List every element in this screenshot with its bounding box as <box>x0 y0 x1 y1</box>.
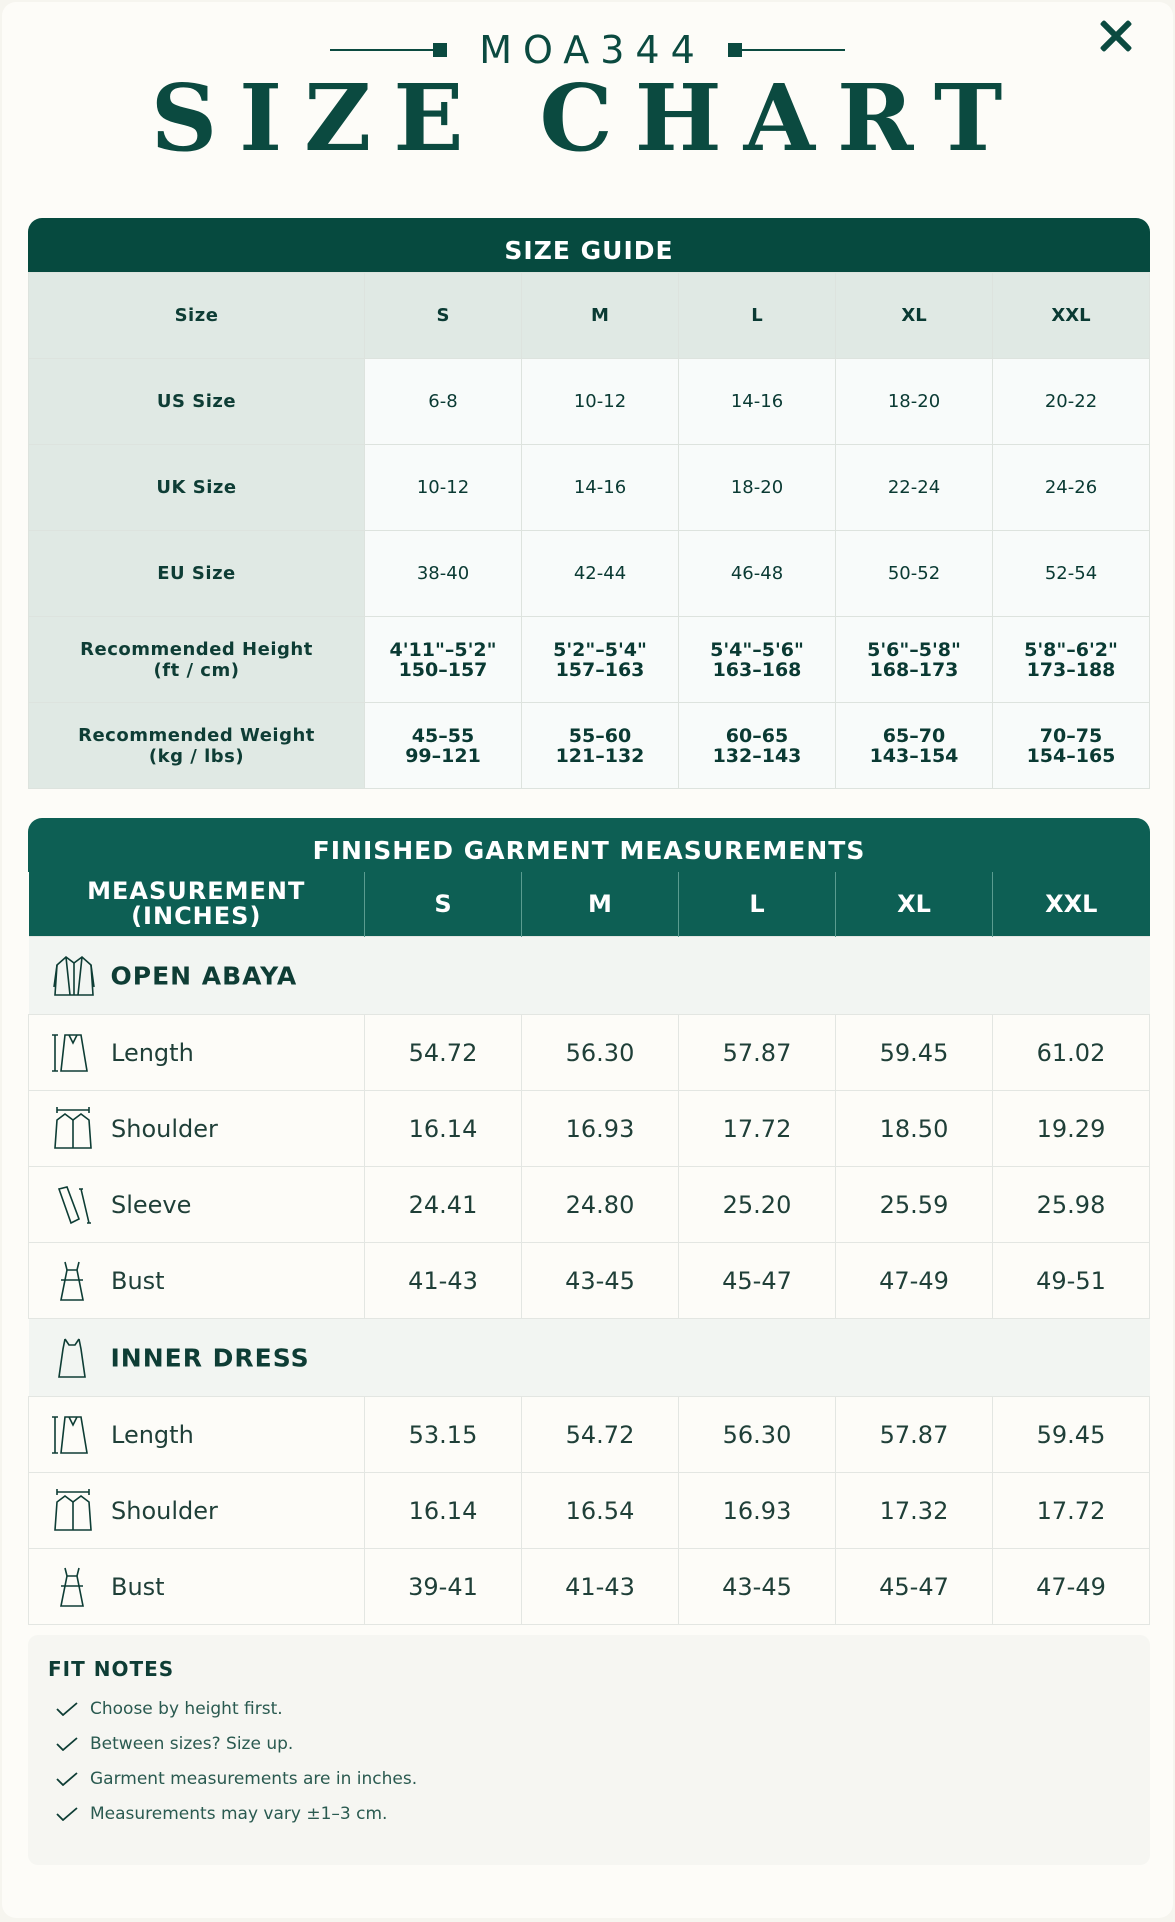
header-sublabel: (INCHES) <box>131 902 262 930</box>
table-row <box>29 1091 1150 1167</box>
table-cell: 56.30 <box>522 1015 679 1091</box>
table-cell: 43-45 <box>522 1243 679 1319</box>
table-cell: 54.72 <box>365 1015 522 1091</box>
cell-value: 150–157 <box>398 658 488 681</box>
size-guide-banner: SIZE GUIDE <box>28 218 1150 272</box>
table-cell: 17.32 <box>836 1473 993 1549</box>
table-cell: 52-54 <box>993 531 1150 617</box>
note-text: Choose by height first. <box>90 1699 283 1719</box>
table-cell: 25.59 <box>836 1167 993 1243</box>
cell-value: 45–55 <box>411 724 475 747</box>
cell-value: 5'2"–5'4" <box>553 638 647 661</box>
table-cell <box>365 703 522 789</box>
size-guide-section <box>28 218 1150 789</box>
table-cell: 18-20 <box>836 359 993 445</box>
table-cell: 49-51 <box>993 1243 1150 1319</box>
table-cell: 10-12 <box>522 359 679 445</box>
cell-value: 5'6"–5'8" <box>867 638 961 661</box>
cell-value: 99–121 <box>405 744 481 767</box>
length-icon <box>51 1413 111 1457</box>
note-text: Garment measurements are in inches. <box>90 1769 418 1789</box>
row-label-text: Bust <box>111 1266 165 1295</box>
row-label <box>29 1549 365 1625</box>
table-header-cell: S <box>365 872 522 937</box>
table-cell: 57.87 <box>679 1015 836 1091</box>
cell-value: 5'4"–5'6" <box>710 638 804 661</box>
cell-value: 168–173 <box>869 658 959 681</box>
check-icon <box>56 1807 78 1821</box>
row-label-text: Length <box>111 1420 194 1449</box>
check-icon <box>56 1737 78 1751</box>
fit-notes <box>28 1635 1150 1865</box>
group-row-open-abaya <box>29 937 1150 1015</box>
table-row <box>29 1167 1150 1243</box>
table-cell <box>679 617 836 703</box>
row-label <box>29 1167 365 1243</box>
page-title: SIZE CHART <box>150 64 1025 172</box>
garment-table <box>28 872 1150 1625</box>
table-cell: 17.72 <box>993 1473 1150 1549</box>
row-label-text: Sleeve <box>111 1190 192 1219</box>
table-cell: 41-43 <box>522 1549 679 1625</box>
table-cell: 24.41 <box>365 1167 522 1243</box>
sleeve-icon <box>51 1183 111 1227</box>
cell-value: 5'8"–6'2" <box>1024 638 1118 661</box>
table-cell: 46-48 <box>679 531 836 617</box>
row-label: EU Size <box>29 531 365 617</box>
table-cell: 14-16 <box>522 445 679 531</box>
row-sublabel: (ft / cm) <box>153 659 240 681</box>
group-header <box>29 937 1150 1015</box>
row-label-text: Shoulder <box>111 1496 218 1525</box>
table-row <box>29 1243 1150 1319</box>
table-cell: 22-24 <box>836 445 993 531</box>
row-label <box>29 1397 365 1473</box>
cell-value: 173–188 <box>1026 658 1116 681</box>
row-label <box>29 617 365 703</box>
table-row <box>29 1473 1150 1549</box>
note-text: Between sizes? Size up. <box>90 1734 294 1754</box>
table-cell: 16.93 <box>522 1091 679 1167</box>
table-cell: 18.50 <box>836 1091 993 1167</box>
table-header-cell: L <box>679 872 836 937</box>
check-icon <box>56 1772 78 1786</box>
table-cell <box>522 617 679 703</box>
table-header-cell: XL <box>836 872 993 937</box>
table-row <box>29 703 1150 789</box>
table-cell: 25.20 <box>679 1167 836 1243</box>
table-cell: 43-45 <box>679 1549 836 1625</box>
check-icon <box>56 1702 78 1716</box>
table-row <box>29 617 1150 703</box>
cell-value: 4'11"–5'2" <box>389 638 497 661</box>
table-cell: 47-49 <box>836 1243 993 1319</box>
row-label-text: Recommended Height <box>80 638 313 660</box>
bust-icon <box>51 1258 111 1304</box>
table-cell: 25.98 <box>993 1167 1150 1243</box>
row-label <box>29 1091 365 1167</box>
cell-value: 154–165 <box>1026 744 1116 767</box>
table-cell: 56.30 <box>679 1397 836 1473</box>
table-cell <box>836 617 993 703</box>
brand-divider-left <box>330 49 445 51</box>
shoulder-icon <box>51 1488 111 1534</box>
table-header-cell: XL <box>836 273 993 359</box>
cell-value: 157–163 <box>555 658 645 681</box>
garment-banner: FINISHED GARMENT MEASUREMENTS <box>28 818 1150 872</box>
row-label-text: Length <box>111 1038 194 1067</box>
table-row <box>29 531 1150 617</box>
table-row <box>29 1015 1150 1091</box>
table-cell: 20-22 <box>993 359 1150 445</box>
table-cell: 16.93 <box>679 1473 836 1549</box>
row-sublabel: (kg / lbs) <box>148 745 245 767</box>
group-title: INNER DRESS <box>110 1343 310 1372</box>
row-label <box>29 1015 365 1091</box>
length-icon <box>51 1031 111 1075</box>
table-header-cell: XXL <box>993 273 1150 359</box>
table-cell: 61.02 <box>993 1015 1150 1091</box>
table-header-cell: S <box>365 273 522 359</box>
cell-value: 65–70 <box>882 724 946 747</box>
row-label: UK Size <box>29 445 365 531</box>
list-item <box>56 1734 1130 1754</box>
table-cell: 54.72 <box>522 1397 679 1473</box>
table-cell: 45-47 <box>679 1243 836 1319</box>
table-cell: 16.14 <box>365 1473 522 1549</box>
size-guide-header-row <box>29 273 1150 359</box>
cell-value: 70–75 <box>1039 724 1103 747</box>
table-cell: 10-12 <box>365 445 522 531</box>
list-item <box>56 1804 1130 1824</box>
table-cell: 18-20 <box>679 445 836 531</box>
cell-value: 60–65 <box>725 724 789 747</box>
table-cell: 24.80 <box>522 1167 679 1243</box>
garment-header-row <box>29 872 1150 937</box>
table-header-cell: XXL <box>993 872 1150 937</box>
fit-notes-title: FIT NOTES <box>48 1657 175 1681</box>
table-cell: 24-26 <box>993 445 1150 531</box>
table-row <box>29 1549 1150 1625</box>
table-cell <box>365 617 522 703</box>
table-cell: 17.72 <box>679 1091 836 1167</box>
list-item <box>56 1699 1130 1719</box>
size-guide-table <box>28 272 1150 789</box>
table-cell <box>522 703 679 789</box>
table-row <box>29 445 1150 531</box>
cell-value: 163–168 <box>712 658 802 681</box>
header-label: MEASUREMENT <box>87 877 306 905</box>
shoulder-icon <box>51 1106 111 1152</box>
note-text: Measurements may vary ±1–3 cm. <box>90 1804 388 1824</box>
cell-value: 55–60 <box>568 724 632 747</box>
table-cell: 16.14 <box>365 1091 522 1167</box>
row-label-text: Recommended Weight <box>78 724 315 746</box>
table-cell: 38-40 <box>365 531 522 617</box>
row-label <box>29 1243 365 1319</box>
table-cell <box>836 703 993 789</box>
table-cell <box>679 703 836 789</box>
dress-icon <box>51 1335 111 1381</box>
table-cell <box>993 617 1150 703</box>
table-cell <box>993 703 1150 789</box>
row-label <box>29 1473 365 1549</box>
table-header-cell: Size <box>29 273 365 359</box>
table-cell: 45-47 <box>836 1549 993 1625</box>
size-chart-page <box>2 2 1173 1918</box>
fit-notes-list <box>48 1699 1130 1824</box>
cell-value: 132–143 <box>712 744 802 767</box>
abaya-icon <box>51 953 111 999</box>
list-item <box>56 1769 1130 1789</box>
row-label-text: Bust <box>111 1572 165 1601</box>
table-cell: 59.45 <box>993 1397 1150 1473</box>
table-cell: 42-44 <box>522 531 679 617</box>
table-cell: 53.15 <box>365 1397 522 1473</box>
cell-value: 121–132 <box>555 744 645 767</box>
bust-icon <box>51 1564 111 1610</box>
row-label: US Size <box>29 359 365 445</box>
table-header-cell <box>29 872 365 937</box>
group-header <box>29 1319 1150 1397</box>
table-cell: 14-16 <box>679 359 836 445</box>
table-cell: 57.87 <box>836 1397 993 1473</box>
table-header-cell: M <box>522 872 679 937</box>
row-label <box>29 703 365 789</box>
table-cell: 39-41 <box>365 1549 522 1625</box>
table-cell: 59.45 <box>836 1015 993 1091</box>
group-row-inner-dress <box>29 1319 1150 1397</box>
table-cell: 41-43 <box>365 1243 522 1319</box>
brand-name: MOA344 <box>479 28 706 72</box>
table-header-cell: M <box>522 273 679 359</box>
table-cell: 19.29 <box>993 1091 1150 1167</box>
cell-value: 143–154 <box>869 744 959 767</box>
table-cell: 16.54 <box>522 1473 679 1549</box>
table-row <box>29 359 1150 445</box>
garment-section <box>28 818 1150 1625</box>
table-header-cell: L <box>679 273 836 359</box>
table-cell: 47-49 <box>993 1549 1150 1625</box>
group-title: OPEN ABAYA <box>110 961 298 990</box>
table-row <box>29 1397 1150 1473</box>
brand-divider-right <box>730 49 845 51</box>
table-cell: 50-52 <box>836 531 993 617</box>
table-cell: 6-8 <box>365 359 522 445</box>
row-label-text: Shoulder <box>111 1114 218 1143</box>
